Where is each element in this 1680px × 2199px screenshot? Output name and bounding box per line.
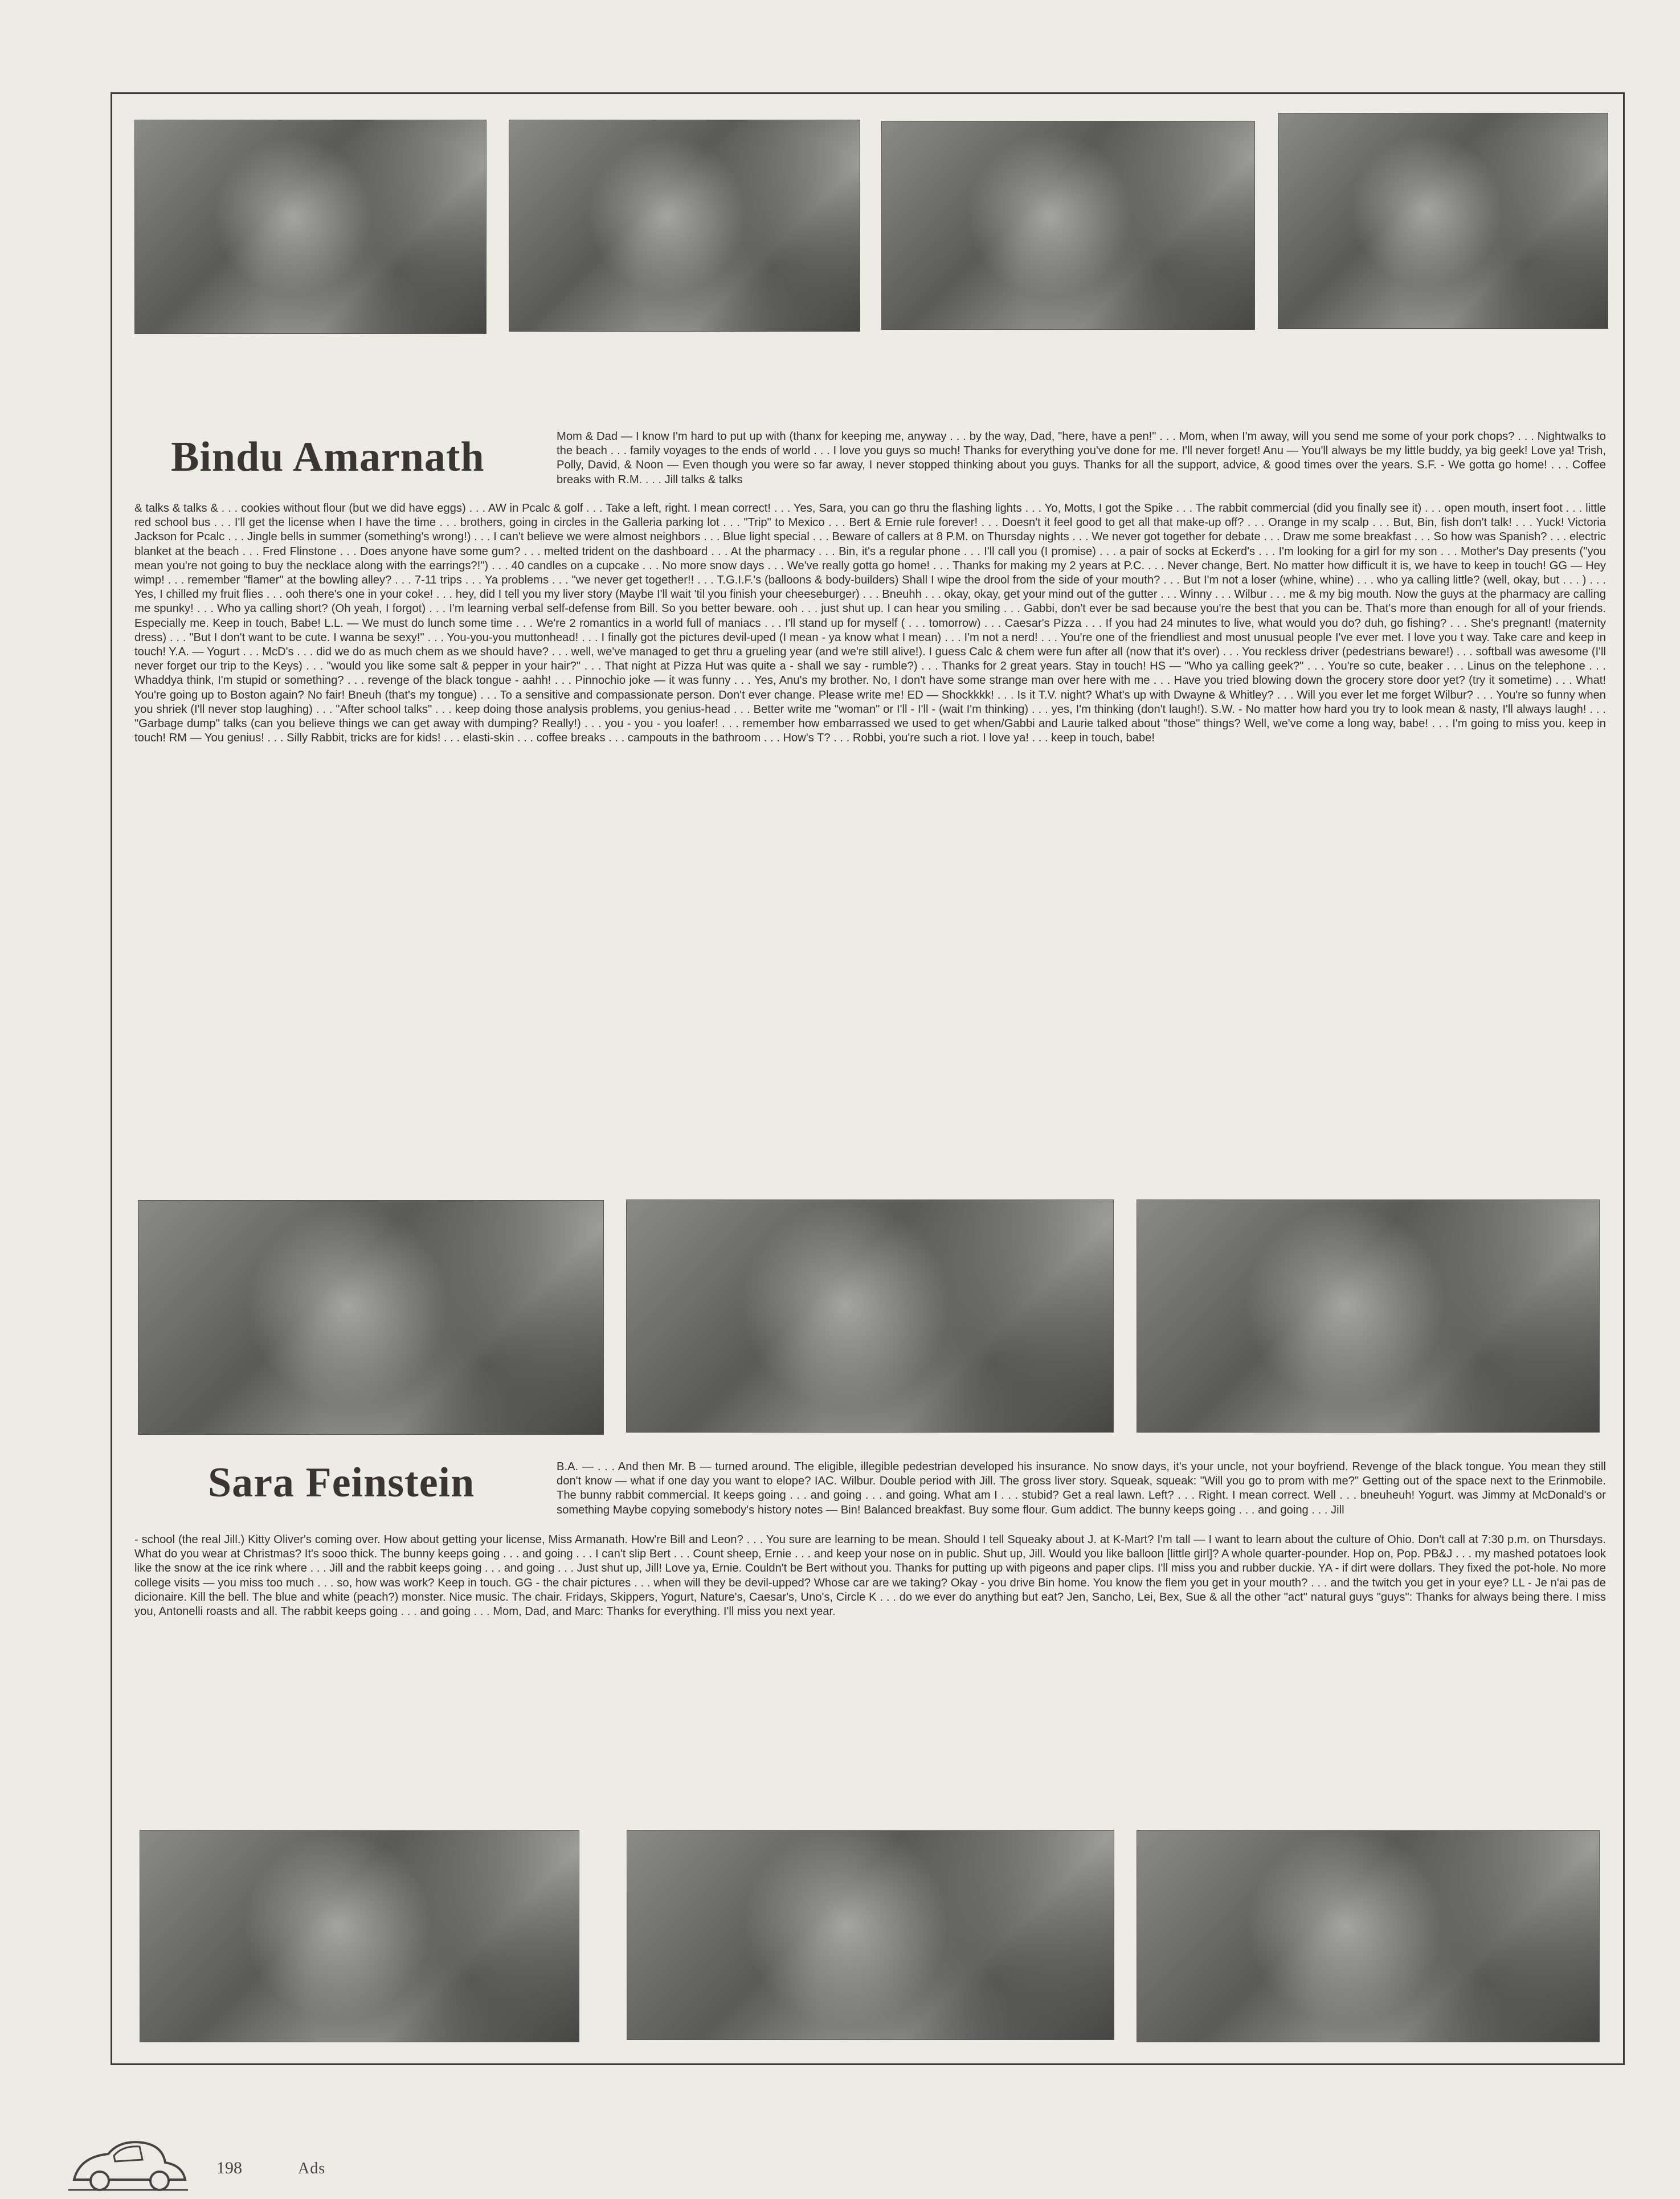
photo-girl-behind-chair [1137,1830,1600,2042]
page-number: 198 [216,2159,242,2177]
photo-girl-portrait [1137,1200,1600,1433]
photo-girl-on-couch [627,1830,1114,2040]
photo-girl-hoop-earring [881,121,1255,330]
photo-smiling-boy [509,120,860,332]
car-doodle-icon [68,2134,188,2197]
student-text-sara-lead: B.A. — . . . And then Mr. B — turned around. The eligible, illegible pedestrian developed his insurance. No snow days, it's your uncle, not your boyfriend. Revenge of the black tongue. You mean they still don't know — what if one day you want to elope? IAC. Wilbur. Double period with Jill. The gross liver story. Squeak, squeak: "Will you go to prom with me?" Getting out of the space next to the Erinmobile. The bunny rabbit commercial. It keeps going . . . and going . . . and going. What am I . . . stubid? Get a real lawn. Left? . . . Right. I mean correct. Well . . . bneuheuh! Yogurt. was Jimmy at McDonald's or something Maybe copying somebody's history notes — Bin! Balanced breakfast. Buy some flour. Gum addict. The bunny keeps going . . . and going . . . Jill [557,1460,1606,1516]
photo-two-friends-hug [140,1830,579,2042]
student-name-sara: Sara Feinstein [208,1459,475,1506]
student-name-bindu: Bindu Amarnath [171,434,485,480]
photo-costume-group [138,1200,604,1435]
photo-tree-friends [134,120,487,334]
page-border [111,92,1625,2065]
section-name: Ads [298,2160,326,2177]
student-text-bindu-lead: Mom & Dad — I know I'm hard to put up with (thanx for keeping me, anyway . . . by the way, Dad, "here, have a pen!" . . . Mom, when I'm away, will you send me some of your pork chops? . . . Nightwalks to the beach . . . family voyages to the ends of world . . . I love you guys so much! Thanks for everything you've done for me. I'll never forget! Anu — You'll always be my little buddy, ya big geek! Love ya! Trish, Polly, David, & Noon — Even though you were so far away, I never stopped thinking about you guys. Thanks for all the support, advice, & good times over the years. S.F. - We gotta go home! . . . Coffee breaks with R.M. . . . Jill talks & talks [557,430,1606,486]
photo-two-girls [626,1200,1114,1433]
student-text-sara: - school (the real Jill.) Kitty Oliver's coming over. How about getting your license, Miss Armanath. How're Bill and Leon? . . . You sure are learning to be mean. Should I tell Squeaky about J. at K-Mart? I'm tall — I want to learn about the culture of Ohio. Don't call at 7:30 p.m. on Thursdays. What do you wear at Christmas? It's sooo thick. The bunny keeps going . . . and going . . . I can't slip Bert . . . Count sheep, Ernie . . . and keep your nose on in public. Shut up, Jill. Would you like balloon [little girl]? A whole quarter-pounder. Hop on, Pop. PB&J . . . my mashed potatoes look like the snow at the ice rink where . . . Jill and the rabbit keeps going . . . and going . . . Just shut up, Jill! Love ya, Ernie. Couldn't be Bert without you. Thanks for putting up with pigeons and paper clips. I'll miss you and rubber duckie. YA - if dirt were dollars. They fixed the pot-hole. No more college visits — you miss too much . . . so, how was work? Keep in touch. GG - the chair pictures . . . when will they be devil-upped? Whose car are we taking? Okay - you drive Bin home. You know the flem you get in your mouth? . . . and the twitch you get in your eye? LL - Je n'ai pas de dicionaire. Kill the bell. The blue and white (peach?) monster. Nice music. The chair. Fridays, Skippers, Yogurt, Nature's, Caesar's, Uno's, Circle K . . . do we ever do anything but eat? Jen, Sancho, Lei, Bex, Sue & all the other "act" natural guys "guys": Thanks for always being there. I miss you, Antonelli roasts and all. The rabbit keeps going . . . and going . . . Mom, Dad, and Marc: Thanks for everything. I'll miss you next year. [134,1533,1606,1618]
photo-clowns-lockers [1278,113,1608,329]
student-text-bindu: & talks & talks & . . . cookies without flour (but we did have eggs) . . . AW in Pcalc & golf . . . Take a left, right. I mean correct! . . . Yes, Sara, you can go thru the flashing lights . . . Yo, Motts, I got the Spike . . . The rabbit commercial (did you finally see it) . . . open mouth, insert foot . . . little red school bus . . . I'll get the license when I have the time . . . brothers, going in circles in the Galleria parking lot . . . "Trip" to Mexico . . . Bert & Ernie rule forever! . . . Doesn't it feel good to get all that make-up off? . . . Orange in my scalp . . . But, Bin, fish don't talk! . . . Yuck! Victoria Jackson for Pcalc . . . Jingle bells in summer (something's wrong!) . . . I can't believe we were almost neighbors . . . Blue light special . . . Beware of callers at 8 P.M. on Thursday nights . . . We never got together for debate . . . Draw me some breakfast . . . So how was Spanish? . . . electric blanket at the beach . . . Fred Flinstone . . . Does anyone have some gum? . . . melted trident on the dashboard . . . At the pharmacy . . . Bin, it's a regular phone . . . I'll call you (I promise) . . . a pair of socks at Eckerd's . . . I'm looking for a girl for my son . . . Mother's Day presents ("you mean you're not going to buy the necklace along with the earrings?!") . . . 40 candles on a cupcake . . . No more snow days . . . We've really gotta go home! . . . Thanks for making my 2 years at P.C. . . . Never change, Bert. No matter how difficult it is, we have to keep in touch! GG — Hey wimp! . . . remember "flamer" at the bowling alley? . . . 7-11 trips . . . Ya problems . . . "we never get together!! . . . T.G.I.F.'s (balloons & body-builders) Shall I wipe the drool from the side of your mouth? . . . But I'm not a loser (whine, whine) . . . who ya calling little? (well, okay, but . . . ) . . . Yes, I chilled my fruit flies . . . ooh there's one in your coke! . . . hey, did I tell you my liver story (Maybe I'll wait 'til you finish your cheeseburger) . . . Bneuhh . . . okay, okay, get your mind out of the gutter . . . Winny . . . Wilbur . . . me & my big mouth. Now the guys at the pharmacy are calling me spunky! . . . Who ya calling short? (Oh yeah, I forgot) . . . I'm learning verbal self-defense from Bill. So you better beware. ooh . . . just shut up. I can hear you smiling . . . Gabbi, don't ever be sad because you're the best that you can be. That's more than enough for all of your friends. Especially me. Keep in touch, Babe! L.L. — We must do lunch some time . . . We're 2 romantics in a world full of maniacs . . . I'll stand up for myself ( . . . tomorrow) . . . Caesar's Pizza . . . If you had 24 minutes to live, what would you do? duh, go fishing? . . . She's pregnant! (maternity dress) . . . "But I don't want to be cute. I wanna be sexy!" . . . You-you-you muttonhead! . . . I finally got the pictures devil-uped (I mean - ya know what I mean) . . . I'm not a nerd! . . . You're one of the friendliest and most unusual people I've ever met. I love you t way. Take care and keep in touch! Y.A. — Yogurt . . . McD's . . . did we do as much chem as we should have? . . . well, we've managed to get thru a grueling year (and we're still alive!). I guess Calc & chem were fun after all (now that it's over) . . . You reckless driver (pedestrians beware!) . . . softball was awesome (I'll never forget our trip to the Keys) . . . "would you like some salt & pepper in your hair?" . . . That night at Pizza Hut was quite a - shall we say - rumble?) . . . Thanks for 2 great years. Stay in touch! HS — "Who ya calling geek?" . . . You're so cute, beaker . . . Linus on the telephone . . . Whaddya think, I'm stupid or something? . . . revenge of the black tongue - aahh! . . . Pinnochio joke — it was funny . . . Yes, Anu's my brother. No, I don't have some strange man over here with me . . . Have you tried blowing down the grocery store door yet? (try it sometime) . . . What! You're going up to Boston again? No fair! Bneuh (that's my tongue) . . . To a sensitive and compassionate person. Don't ever change. Please write me! ED — Shockkkk! . . . Is it T.V. night? What's up with Dwayne & Whitley? . . . Will you ever let me forget Wilbur? . . . You're so funny when you shriek (I'll never stop laughing) . . . "After school talks" . . . keep doing those analysis problems, you genius-head . . . Better write me "woman" or I'll - I'll - (wait I'm thinking) . . . yes, I'm thinking (don't laugh!). S.W. - No matter how hard you try to look mean & nasty, I'll always laugh! . . . "Garbage dump" talks (can you believe things we can get away with dumping? Really!) . . . you - you - you loafer! . . . remember how embarrassed we used to get when/Gabbi and Laurie talked about "those" things? Well, we've come a long way, babe! . . . I'm going to miss you. keep in touch! RM — You genius! . . . Silly Rabbit, tricks are for kids! . . . elasti-skin . . . coffee breaks . . . campouts in the bathroom . . . How's T? . . . Robbi, you're such a riot. I love ya! . . . keep in touch, babe! [134,502,1606,745]
